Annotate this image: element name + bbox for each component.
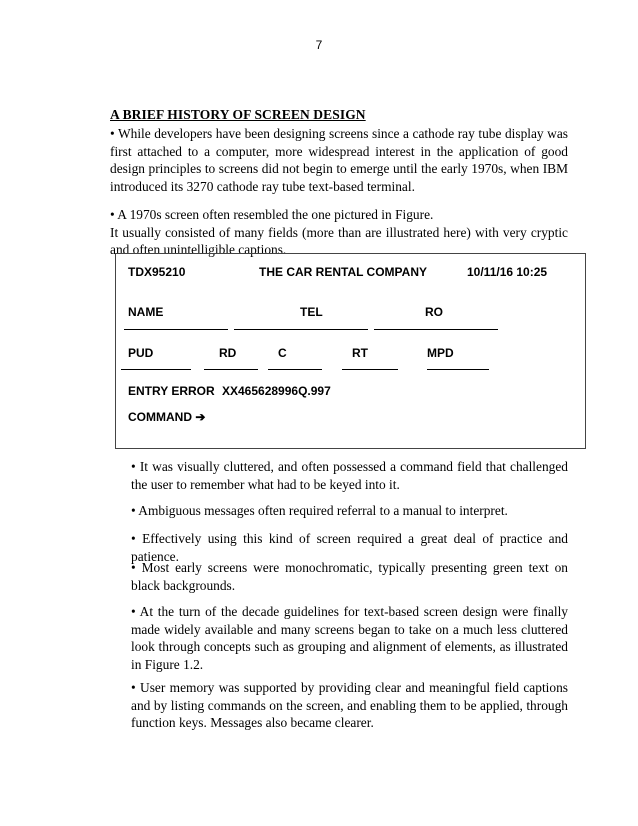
- bullet-item: • At the turn of the decade guidelines for text-based screen design were finally made widely available and many screens began to take on a much less cluttered look through concepts such as grouping and alignment of elements, as illustrated in Figure 1.2.: [131, 604, 568, 672]
- bullet-item: • It was visually cluttered, and often possessed a command field that challenged the user to remember what had to be keyed into it.: [131, 459, 568, 492]
- screen-name-label: NAME: [128, 305, 164, 319]
- screen-rd-label: RD: [219, 346, 237, 360]
- screen-tel-label: TEL: [300, 305, 323, 319]
- page-number: 7: [315, 38, 323, 52]
- screen-field-underline: [121, 369, 191, 370]
- screen-id: TDX95210: [128, 265, 186, 279]
- screen-ro-label: RO: [425, 305, 443, 319]
- bullet-item: • Ambiguous messages often required referral to a manual to interpret.: [131, 503, 508, 518]
- section-heading: A BRIEF HISTORY OF SCREEN DESIGN: [110, 107, 366, 122]
- bullet-item: • Effectively using this kind of screen required a great deal of practice and patience.: [131, 531, 568, 564]
- screen-company-name: THE CAR RENTAL COMPANY: [259, 265, 427, 279]
- screen-field-underline: [427, 369, 489, 370]
- screen-field-underline: [204, 369, 258, 370]
- figure-intro-line-1: • A 1970s screen often resembled the one pictured in Figure.: [110, 207, 434, 222]
- screen-field-underline: [342, 369, 398, 370]
- screen-datetime: 10/11/16 10:25: [467, 265, 548, 279]
- screen-rt-label: RT: [352, 346, 368, 360]
- bullet-item: • User memory was supported by providing clear and meaningful field captions and by listing commands on the screen, and enabling them to be applied, through function keys. Messages also became clearer.: [131, 680, 568, 730]
- screen-command-label: COMMAND ➔: [128, 410, 206, 424]
- figure-intro: [110, 206, 568, 259]
- screen-mpd-label: MPD: [427, 346, 454, 360]
- screen-c-label: C: [278, 346, 287, 360]
- screen-entry-error-label: ENTRY ERROR: [128, 384, 215, 398]
- screen-pud-label: PUD: [128, 346, 154, 360]
- screen-field-underline: [268, 369, 322, 370]
- screen-field-underline: [234, 329, 368, 330]
- screen-field-underline: [124, 329, 228, 330]
- screen-field-underline: [374, 329, 498, 330]
- intro-paragraph: • While developers have been designing screens since a cathode ray tube display was first attached to a computer, more widespread interest in the application of good design principles to screens did not begin to emerge until the early 1970s, when IBM introduced its 3270 cathode ray tube text-based terminal.: [110, 126, 568, 194]
- legacy-screen-figure: [115, 253, 586, 449]
- screen-entry-error-value: XX465628996Q.997: [222, 384, 331, 398]
- figure-intro-line-2: It usually consisted of many fields (more than are illustrated here) with very cryptic and often unintelligible captions.: [110, 224, 568, 257]
- bullet-item: • Most early screens were monochromatic, typically presenting green text on black backgrounds.: [131, 560, 568, 593]
